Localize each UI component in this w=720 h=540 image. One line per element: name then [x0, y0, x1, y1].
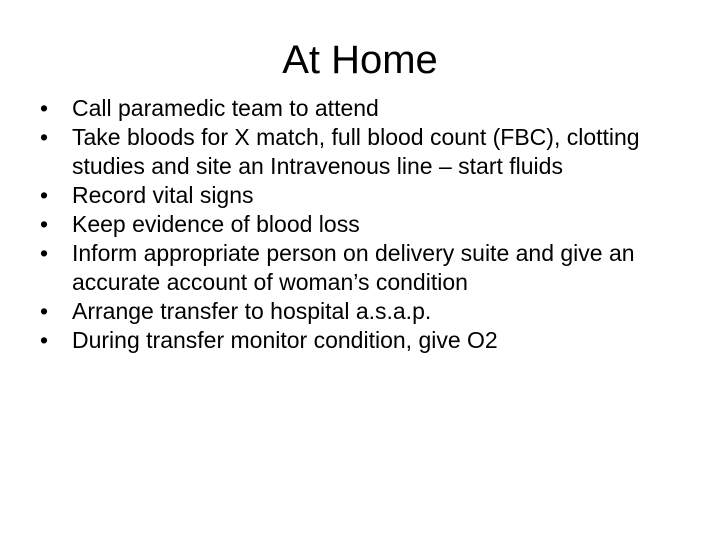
- bullet-icon: •: [39, 124, 49, 150]
- bullet-icon: •: [39, 211, 49, 237]
- bullet-item-inform-person: [36, 239, 686, 297]
- bullet-text: Record vital signs: [72, 182, 254, 208]
- bullet-text: Arrange transfer to hospital a.s.a.p.: [72, 298, 432, 324]
- bullet-item-monitor-condition: [36, 326, 686, 355]
- bullet-text: Keep evidence of blood loss: [72, 211, 360, 237]
- bullet-item-arrange-transfer: [36, 297, 686, 326]
- bullet-text: During transfer monitor condition, give O2: [72, 327, 498, 353]
- bullet-icon: •: [39, 240, 49, 266]
- bullet-item-take-bloods: [36, 123, 686, 181]
- bullet-icon: •: [39, 182, 49, 208]
- bullet-text: Call paramedic team to attend: [72, 95, 379, 121]
- bullet-icon: •: [39, 298, 49, 324]
- bullet-text: Take bloods for X match, full blood count (FBC), clotting studies and site an Intravenous line – start fluids: [72, 124, 640, 179]
- bullet-item-record-vital-signs: [36, 181, 686, 210]
- bullet-item-call-paramedic: [36, 94, 686, 123]
- bullet-list: [36, 94, 686, 355]
- bullet-item-keep-evidence: [36, 210, 686, 239]
- bullet-text: Inform appropriate person on delivery suite and give an accurate account of woman’s condition: [72, 240, 635, 295]
- slide-title: At Home: [282, 38, 438, 82]
- bullet-icon: •: [39, 95, 49, 121]
- bullet-icon: •: [39, 327, 49, 353]
